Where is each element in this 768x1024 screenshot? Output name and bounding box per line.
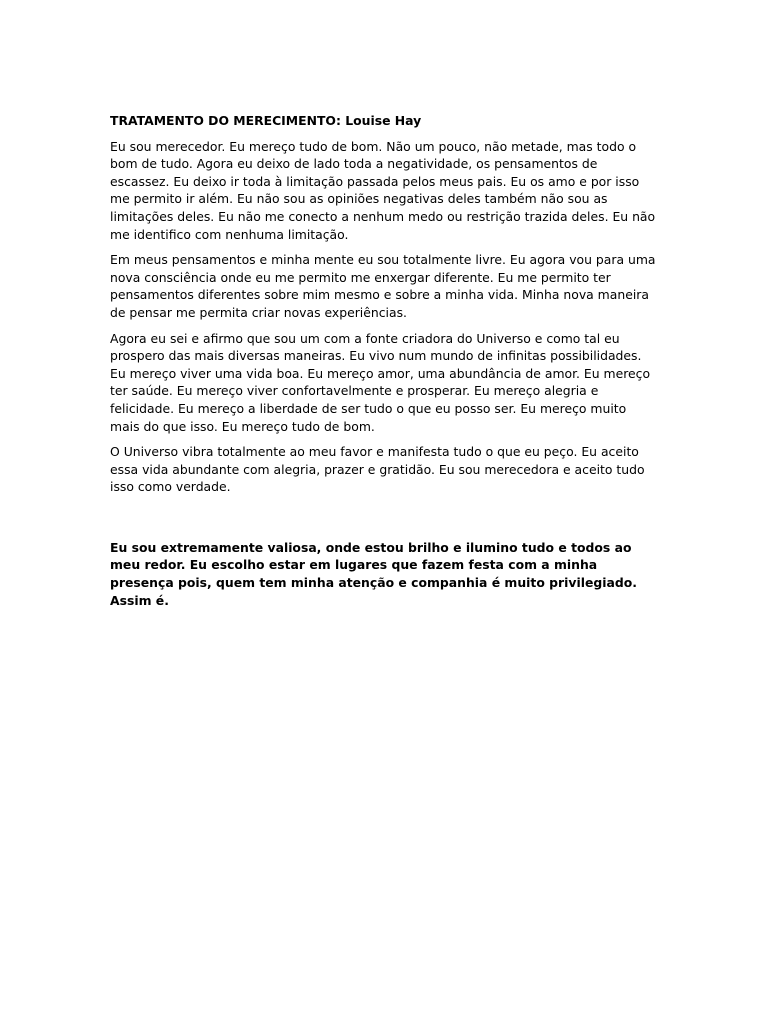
closing-affirmation: Eu sou extremamente valiosa, onde estou brilho e ilumino tudo e todos ao meu redor. Eu escolho estar em lugares que fazem festa com a minha presença pois, quem tem minha atenção e companhia é muito privilegiado. Assim é. [110,539,637,608]
paragraph-2: Em meus pensamentos e minha mente eu sou totalmente livre. Eu agora vou para uma nova consciência onde eu me permito me enxergar diferente. Eu me permito ter pensamentos diferentes sobre mim mesmo e sobre a minha vida. Minha nova maneira de pensar me permita criar novas experiências. [110,252,656,320]
document-body [110,112,658,609]
paragraph-4: O Universo vibra totalmente ao meu favor e manifesta tudo o que eu peço. Eu aceito essa vida abundante com alegria, prazer e gratidão. Eu sou merecedora e aceito tudo isso como verdade. [110,444,645,495]
paragraph-1: Eu sou merecedor. Eu mereço tudo de bom. Não um pouco, não metade, mas todo o bom de tudo. Agora eu deixo de lado toda a negatividade, os pensamentos de escassez. Eu deixo ir toda à limitação passada pelos meus pais. Eu os amo e por isso me permito ir além. Eu não sou as opiniões negativas deles também não sou as limitações deles. Eu não me conecto a nenhum medo ou restrição trazida deles. Eu não me identifico com nenhuma limitação. [110,138,656,242]
document-title: TRATAMENTO DO MERECIMENTO: Louise Hay [110,113,422,128]
paragraph-3: Agora eu sei e afirmo que sou um com a fonte criadora do Universo e como tal eu prospero das mais diversas maneiras. Eu vivo num mundo de infinitas possibilidades. Eu mereço viver uma vida boa. Eu mereço amor, uma abundância de amor. Eu mereço ter saúde. Eu mereço viver confortavelmente e prosperar. Eu mereço alegria e felicidade. Eu mereço a liberdade de ser tudo o que eu posso ser. Eu mereço muito mais do que isso. Eu mereço tudo de bom. [110,330,651,434]
